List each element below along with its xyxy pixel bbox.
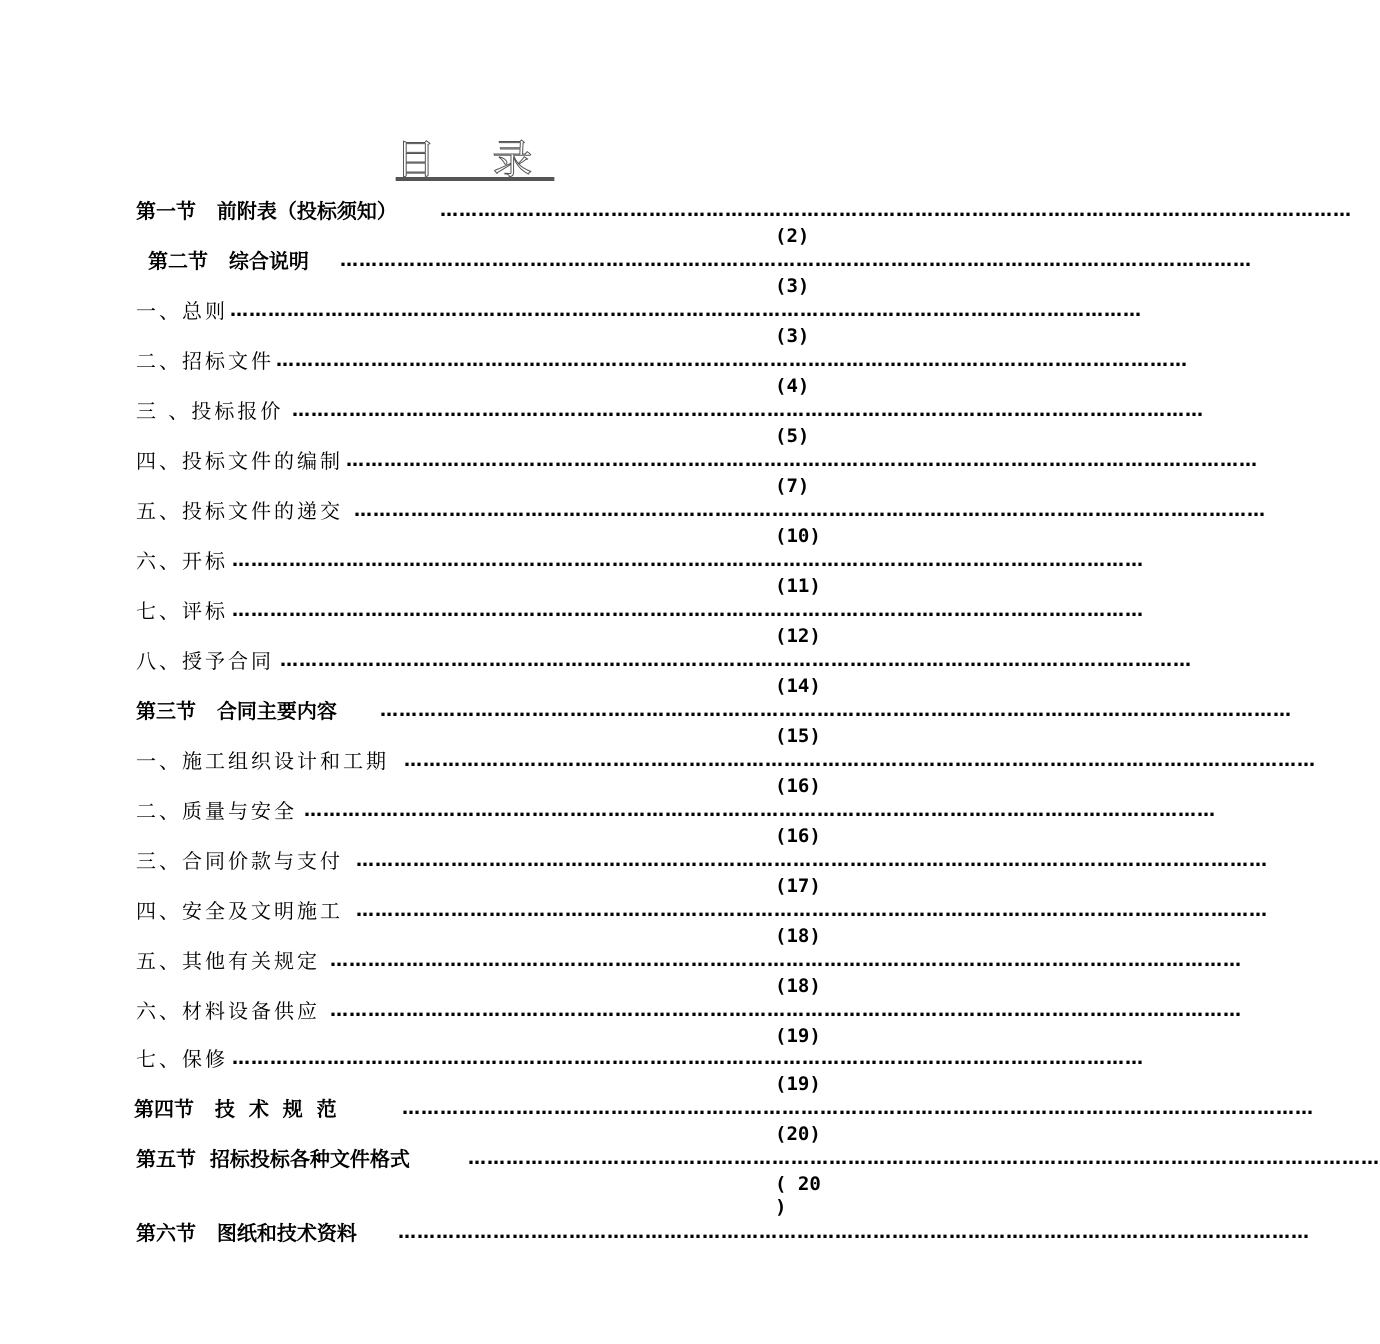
toc-entry-page: (14) xyxy=(775,675,821,697)
toc-entry-leader: ……………………………………………………………………………………………………………………………… xyxy=(280,650,1192,671)
toc-entry-item[interactable] xyxy=(0,598,1144,648)
toc-entry-page: (12) xyxy=(775,625,821,647)
toc-entry-item[interactable] xyxy=(0,298,1142,348)
toc-entry-label: 七、保修 xyxy=(136,1047,228,1071)
toc-entry-label: 第五节 招标投标各种文件格式 xyxy=(136,1147,410,1171)
toc-entry-leader: ……………………………………………………………………………………………………………………………… xyxy=(292,400,1204,421)
toc-entry-page: (18) xyxy=(775,925,821,947)
toc-entry-leader: ……………………………………………………………………………………………………………………………… xyxy=(356,900,1268,921)
toc-entry-page: (19) xyxy=(775,1073,821,1095)
toc-entry-item[interactable] xyxy=(0,948,1242,998)
toc-entry-page: (7) xyxy=(775,475,810,497)
toc-entry-label: 第二节 综合说明 xyxy=(148,249,309,273)
toc-entry-label: 三 、投标报价 xyxy=(136,399,284,423)
toc-entry-label: 四、安全及文明施工 xyxy=(136,899,343,923)
toc-entry-page: (3) xyxy=(775,325,810,347)
toc-entry-section-5[interactable] xyxy=(0,1146,1380,1218)
toc-entry-page: (16) xyxy=(775,825,821,847)
toc-entry-leader: ……………………………………………………………………………………………………………………………… xyxy=(230,300,1142,321)
toc-entry-item[interactable] xyxy=(0,348,1188,398)
toc-entry-page: (20) xyxy=(775,1123,821,1145)
toc-entry-leader: ……………………………………………………………………………………………………………………………… xyxy=(276,350,1188,371)
toc-entry-page: (15) xyxy=(775,725,821,747)
toc-entry-item[interactable] xyxy=(0,648,1192,698)
toc-entry-label: 七、评标 xyxy=(136,599,228,623)
toc-entry-item[interactable] xyxy=(0,748,1316,798)
toc-entry-leader: ……………………………………………………………………………………………………………………………… xyxy=(232,550,1144,571)
toc-entry-leader: ……………………………………………………………………………………………………………………………… xyxy=(330,1000,1242,1021)
toc-entry-label: 第六节 图纸和技术资料 xyxy=(136,1221,357,1245)
toc-entry-leader: ……………………………………………………………………………………………………………………………… xyxy=(404,750,1316,771)
toc-entry-leader: ……………………………………………………………………………………………………………………………… xyxy=(356,850,1268,871)
toc-entry-page: (10) xyxy=(775,525,821,547)
toc-entry-leader: ……………………………………………………………………………………………………………………………… xyxy=(398,1222,1310,1243)
toc-entry-item[interactable] xyxy=(0,998,1242,1048)
toc-entry-leader: ……………………………………………………………………………………………………………………………… xyxy=(232,600,1144,621)
toc-entry-item[interactable] xyxy=(0,498,1266,548)
toc-entry-page: (2) xyxy=(775,225,810,247)
page-title: 目 录 xyxy=(395,137,555,183)
toc-entry-section-1[interactable] xyxy=(0,198,1352,248)
toc-entry-page: (16) xyxy=(775,775,821,797)
toc-entry-label: 第四节 技 术 规 范 xyxy=(134,1097,337,1121)
toc-entry-item[interactable] xyxy=(0,548,1144,598)
toc-entry-leader: ……………………………………………………………………………………………………………………………… xyxy=(354,500,1266,521)
toc-entry-leader: ……………………………………………………………………………………………………………………………… xyxy=(304,800,1216,821)
toc-entry-item[interactable] xyxy=(0,898,1268,948)
toc-entry-item[interactable] xyxy=(0,848,1268,898)
toc-entry-leader: ……………………………………………………………………………………………………………………………… xyxy=(402,1098,1314,1119)
toc-entry-leader: ……………………………………………………………………………………………………………………………… xyxy=(346,450,1258,471)
toc-entry-item[interactable] xyxy=(0,798,1216,848)
toc-entry-page: (11) xyxy=(775,575,821,597)
toc-entry-page: (4) xyxy=(775,375,810,397)
toc-entry-page: (18) xyxy=(775,975,821,997)
toc-entry-label: 八、授予合同 xyxy=(136,649,274,673)
toc-entry-leader: ……………………………………………………………………………………………………………………………… xyxy=(440,200,1352,221)
toc-entry-section-3[interactable] xyxy=(0,698,1292,748)
toc-entry-section-2[interactable] xyxy=(0,248,1252,298)
toc-entry-leader: ……………………………………………………………………………………………………………………………… xyxy=(380,700,1292,721)
toc-entry-label: 第三节 合同主要内容 xyxy=(136,699,337,723)
toc-entry-label: 五、投标文件的递交 xyxy=(136,499,343,523)
toc-entry-item[interactable] xyxy=(0,448,1258,498)
toc-entry-item[interactable] xyxy=(0,1046,1144,1096)
toc-entry-leader: ……………………………………………………………………………………………………………………………… xyxy=(330,950,1242,971)
toc-entry-item[interactable] xyxy=(0,398,1204,448)
toc-entry-section-6[interactable] xyxy=(0,1220,1310,1270)
toc-entry-leader: ……………………………………………………………………………………………………………………………… xyxy=(340,250,1252,271)
toc-entry-label: 第一节 前附表（投标须知） xyxy=(136,199,397,223)
toc-entry-leader: ……………………………………………………………………………………………………………………………… xyxy=(468,1148,1380,1169)
toc-entry-page: (5) xyxy=(775,425,810,447)
toc-entry-label: 六、开标 xyxy=(136,549,228,573)
toc-entry-label: 一、总则 xyxy=(136,299,228,323)
toc-entry-section-4[interactable] xyxy=(0,1096,1314,1146)
toc-entry-label: 四、投标文件的编制 xyxy=(136,449,343,473)
toc-entry-label: 五、其他有关规定 xyxy=(136,949,320,973)
toc-entry-label: 六、材料设备供应 xyxy=(136,999,320,1023)
toc-entry-label: 三、合同价款与支付 xyxy=(136,849,343,873)
toc-entry-label: 二、招标文件 xyxy=(136,349,274,373)
toc-entry-page: (3) xyxy=(775,275,810,297)
toc-entry-page: (17) xyxy=(775,875,821,897)
toc-entry-label: 二、质量与安全 xyxy=(136,799,297,823)
toc-entry-page: (19) xyxy=(775,1025,821,1047)
toc-entry-page: ( 20 ) xyxy=(775,1173,821,1218)
toc-entry-leader: ……………………………………………………………………………………………………………………………… xyxy=(232,1048,1144,1069)
toc-entry-label: 一、施工组织设计和工期 xyxy=(136,749,389,773)
